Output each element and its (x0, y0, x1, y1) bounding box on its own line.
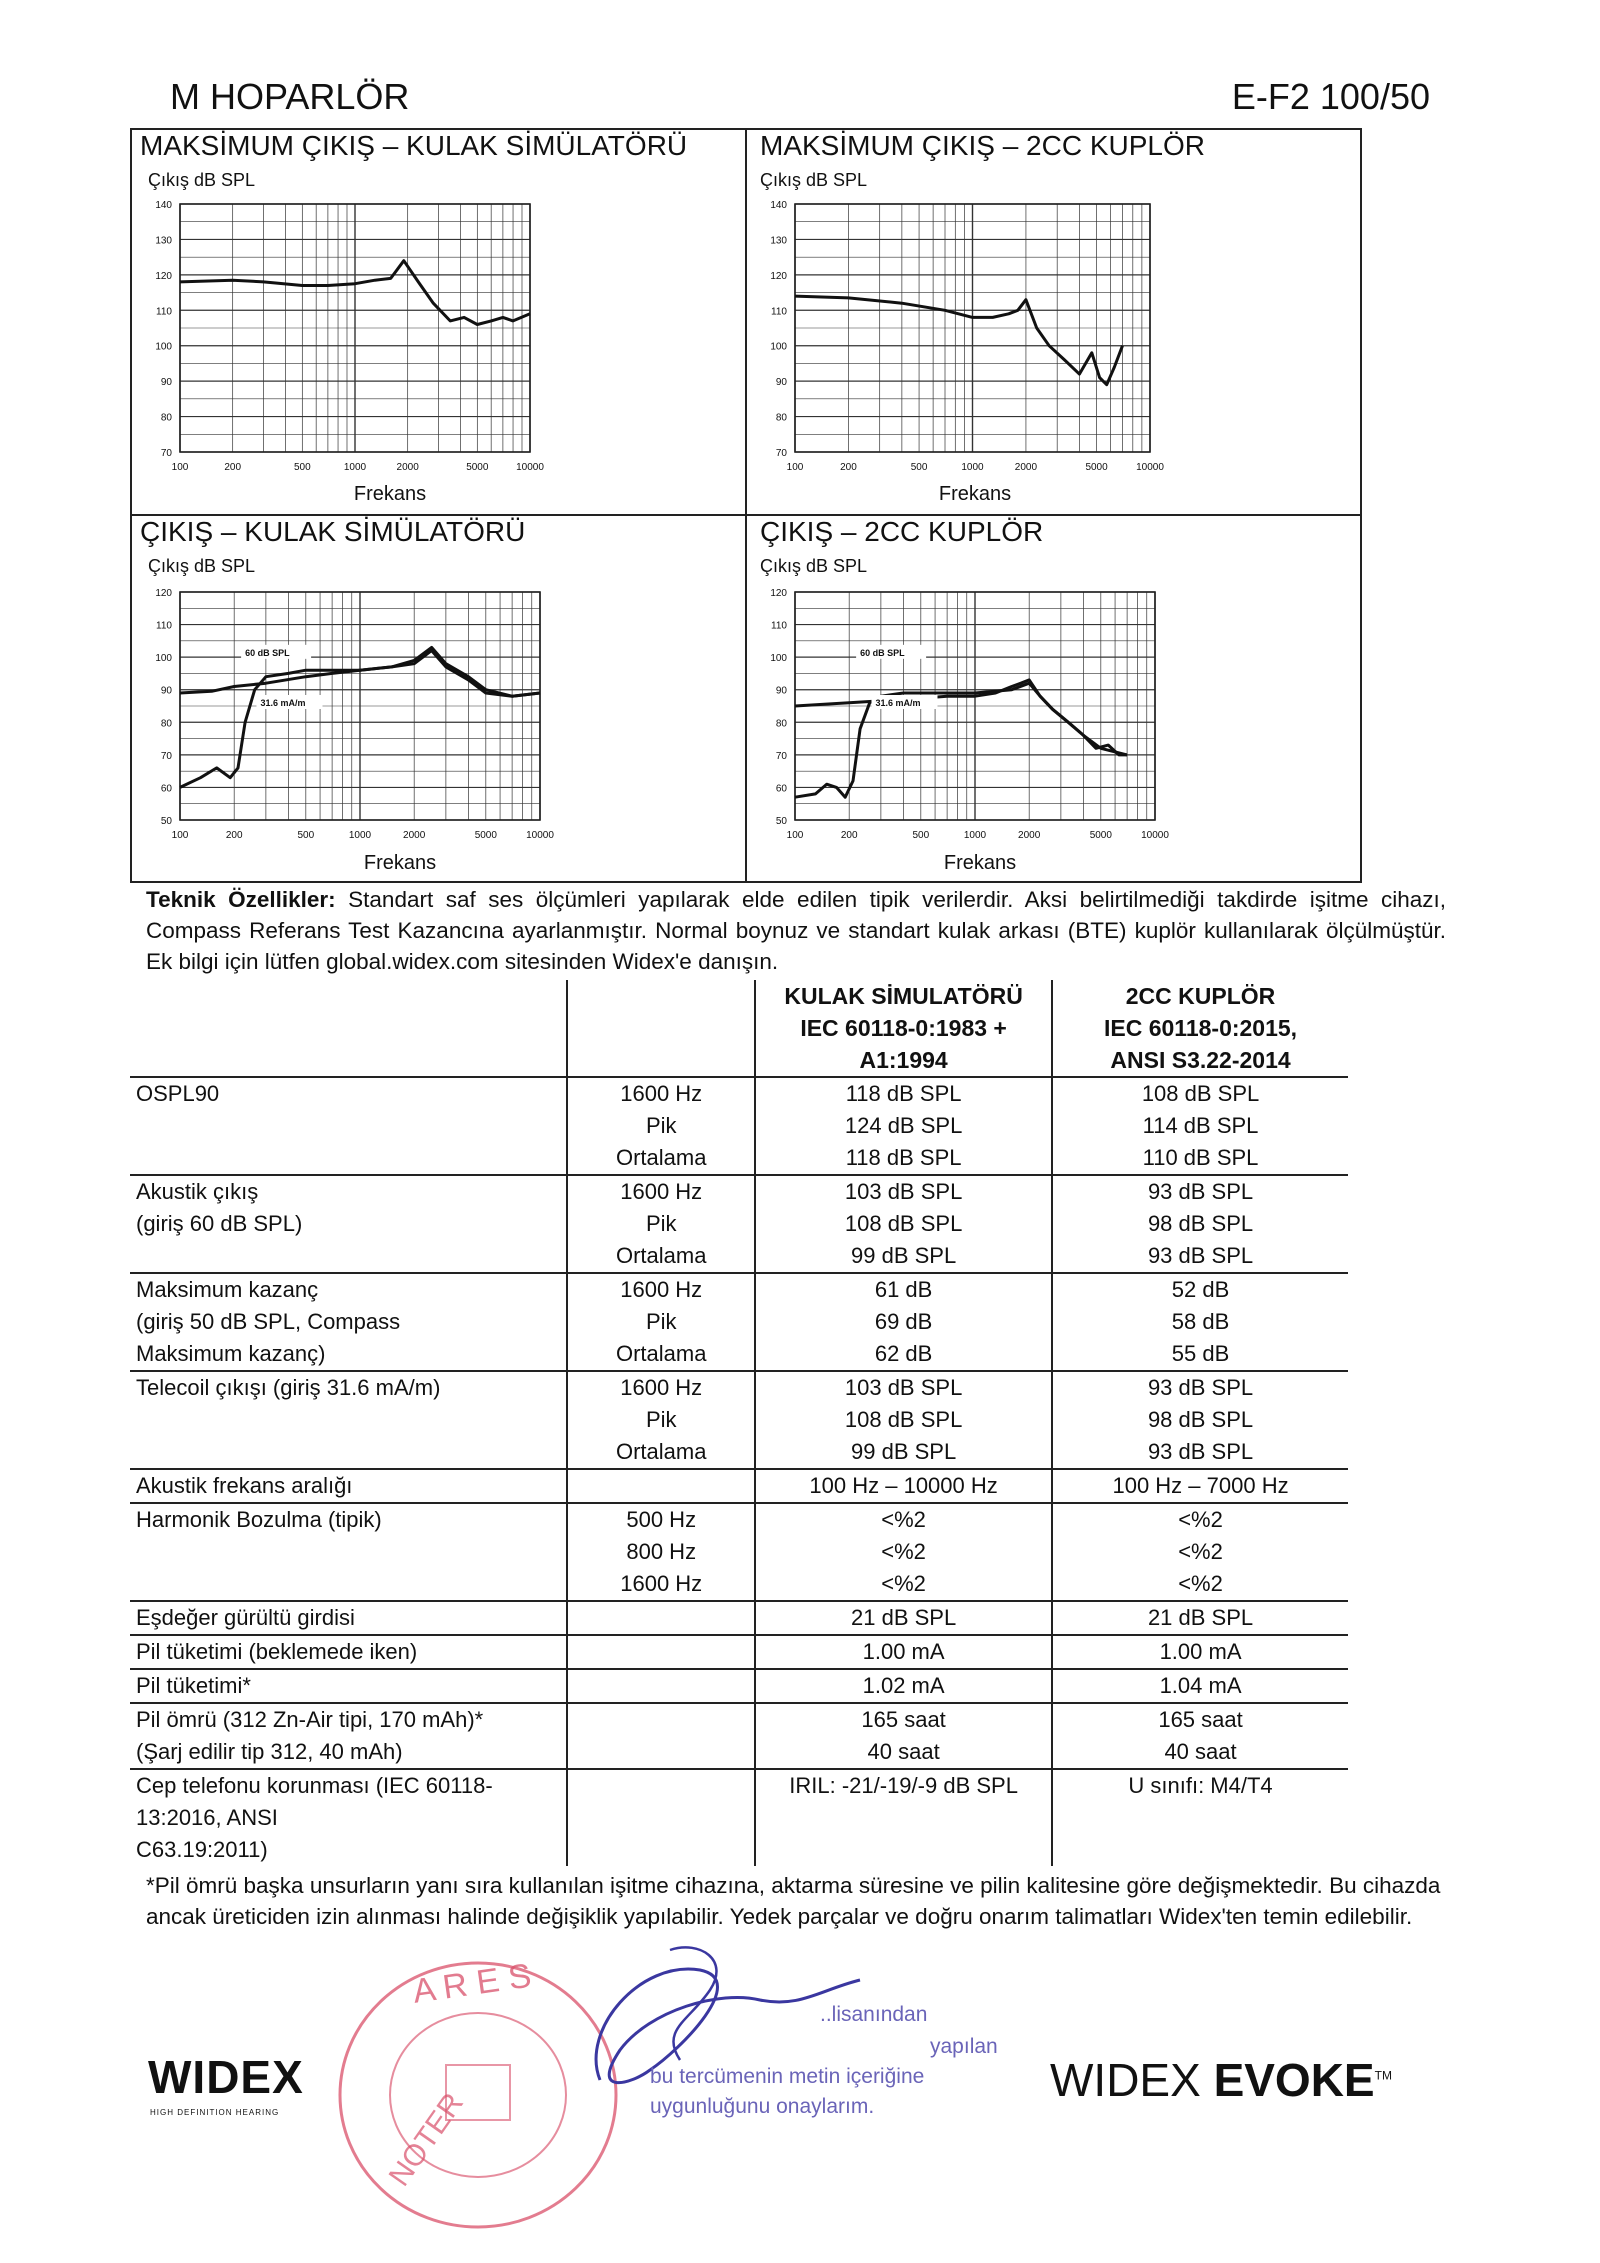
chart-2-xlabel: Frekans (938, 483, 1012, 505)
row-condition: Pik (567, 1110, 755, 1142)
row-condition: 800 Hz (567, 1536, 755, 1568)
x-tick-label: 100 (171, 830, 189, 841)
ear-simulator-value: 61 dB (755, 1273, 1052, 1306)
row-condition: Ortalama (567, 1240, 755, 1273)
row-condition (567, 1703, 755, 1736)
coupler-value: 93 dB SPL (1052, 1175, 1348, 1208)
ear-simulator-value: 118 dB SPL (755, 1142, 1052, 1175)
spec-table-header (130, 980, 1348, 1077)
table-row (130, 1371, 1348, 1404)
table-row (130, 1601, 1348, 1635)
row-condition: 1600 Hz (567, 1371, 755, 1404)
row-condition: 1600 Hz (567, 1077, 755, 1110)
table-row (130, 1175, 1348, 1208)
row-label (130, 1601, 567, 1635)
chart-2-plot (745, 192, 1345, 482)
row-condition: 1600 Hz (567, 1568, 755, 1601)
y-tick-label: 130 (770, 235, 787, 247)
row-condition (567, 1601, 755, 1635)
ear-simulator-value: 108 dB SPL (755, 1404, 1052, 1436)
coupler-value: U sınıfı: M4/T4 (1052, 1769, 1348, 1866)
header-line: IEC 60118-0:1983 + (800, 1015, 1007, 1041)
ear-simulator-value: <%2 (755, 1536, 1052, 1568)
ear-simulator-value: 99 dB SPL (755, 1240, 1052, 1273)
chart-4-xlabel: Frekans (943, 852, 1017, 874)
ear-simulator-value: 103 dB SPL (755, 1371, 1052, 1404)
chart-1-plot (130, 192, 730, 482)
x-tick-label: 500 (293, 462, 311, 473)
row-condition: Pik (567, 1306, 755, 1338)
y-tick-label: 130 (155, 235, 172, 247)
chart-3-title: ÇIKIŞ – KULAK SİMÜLATÖRÜ (140, 516, 526, 547)
row-condition: 1600 Hz (567, 1273, 755, 1306)
x-tick-label: 5000 (1085, 462, 1108, 473)
technical-specs-paragraph (146, 884, 1446, 977)
y-tick-label: 70 (775, 750, 787, 762)
x-tick-label: 100 (171, 462, 189, 473)
table-row (130, 1669, 1348, 1703)
x-tick-label: 500 (297, 830, 315, 841)
x-tick-label: 2000 (396, 462, 419, 473)
series-line-2 (795, 683, 1127, 797)
row-condition (567, 1635, 755, 1669)
y-tick-label: 90 (775, 685, 787, 697)
x-tick-label: 1000 (343, 462, 367, 473)
y-tick-label: 120 (770, 588, 787, 599)
ear-simulator-value: 40 saat (755, 1736, 1052, 1769)
x-tick-label: 500 (912, 830, 930, 841)
coupler-value: 93 dB SPL (1147, 1243, 1254, 1268)
row-label-line: Pil ömrü (312 Zn-Air tipi, 170 mAh)* (136, 1707, 484, 1732)
series-line-1 (795, 296, 1123, 385)
chart-4-title: ÇIKIŞ – 2CC KUPLÖR (760, 516, 1044, 547)
annotation-60db: 60 dB SPL (860, 647, 905, 658)
header-ear-simulator (755, 980, 1052, 1077)
coupler-value: 55 dB (1171, 1341, 1230, 1366)
battery-footnote: *Pil ömrü başka unsurların yanı sıra kullanılan işitme cihazına, aktarma süresine ve pilin kalitesine göre değişmektedir. Bu cihazda ancak üreticiden izin alınması halinde değişiklik yapılabilir. Yedek parçalar ve doğru onarım talimatları Widex'ten temin edilebilir. (146, 1873, 1441, 1929)
table-row (130, 1469, 1348, 1503)
y-tick-label: 100 (155, 341, 172, 353)
y-tick-label: 90 (160, 377, 172, 389)
spec-table (130, 980, 1348, 1866)
row-condition: Pik (567, 1404, 755, 1436)
row-label-line: Maksimum kazanç) (136, 1341, 326, 1366)
technical-specs-label: Teknik Özellikler: (146, 887, 336, 912)
ear-simulator-value: 103 dB SPL (755, 1175, 1052, 1208)
y-tick-label: 110 (771, 620, 787, 632)
coupler-value: 114 dB SPL (1142, 1113, 1259, 1138)
coupler-value: 98 dB SPL (1147, 1211, 1254, 1236)
row-label (130, 1175, 567, 1273)
row-condition (567, 1769, 755, 1866)
x-tick-label: 200 (840, 462, 857, 473)
coupler-value: <%2 (1178, 1539, 1223, 1564)
x-tick-label: 10000 (516, 462, 544, 473)
x-tick-label: 10000 (526, 830, 554, 841)
row-label-line: C63.19:2011) (136, 1837, 268, 1862)
y-tick-label: 50 (160, 816, 172, 827)
row-label-line: (giriş 50 dB SPL, Compass (136, 1309, 401, 1334)
y-tick-label: 80 (775, 718, 787, 730)
ear-simulator-value: 165 saat (755, 1703, 1052, 1736)
x-tick-label: 2000 (1014, 462, 1038, 473)
chart-4-plot (745, 580, 1345, 848)
technical-specs-text: Standart saf ses ölçümleri yapılarak elde edilen tipik verilerdir. Aksi belirtilmediği takdirde işitme cihazı, Compass Referans Test Kazancına ayarlanmıştır. Normal boynuz ve standart kulak arkası (BTE) kuplör kullanılarak ölçülmüştür. Ek bilgi için lütfen global.widex.com sitesinden Widex'e danışın. (146, 887, 1446, 974)
signature-line-1: ..lisanından (820, 2003, 928, 2026)
row-label-line: Akustik frekans aralığı (136, 1473, 353, 1498)
svg-text:A R E S: A R E S (410, 1956, 534, 2011)
coupler-value: 100 Hz – 7000 Hz (1052, 1469, 1348, 1503)
y-tick-label: 110 (156, 620, 172, 632)
header-line: ANSI S3.22-2014 (1110, 1047, 1291, 1073)
x-tick-label: 5000 (466, 462, 489, 473)
table-row (130, 1503, 1348, 1536)
table-row (130, 1077, 1348, 1110)
y-tick-label: 140 (155, 200, 172, 211)
header-line: IEC 60118-0:2015, (1103, 1015, 1298, 1041)
ear-simulator-value: 99 dB SPL (755, 1436, 1052, 1469)
header-line: 2CC KUPLÖR (1125, 983, 1276, 1009)
row-label (130, 1371, 567, 1469)
row-label-line: Cep telefonu korunması (IEC 60118-13:2016, ANSI (136, 1773, 493, 1830)
table-row (130, 1635, 1348, 1669)
x-tick-label: 200 (225, 830, 243, 841)
ear-simulator-value: 1.00 mA (755, 1635, 1052, 1669)
x-tick-label: 100 (786, 830, 804, 841)
chart-1-title: MAKSİMUM ÇIKIŞ – KULAK SİMÜLATÖRÜ (140, 130, 688, 161)
y-tick-label: 100 (770, 653, 787, 665)
chart-3-ylabel: Çıkış dB SPL (148, 556, 256, 576)
row-label-line: (giriş 60 dB SPL) (136, 1211, 303, 1236)
y-tick-label: 80 (775, 412, 787, 424)
y-tick-label: 70 (775, 448, 787, 459)
coupler-value: 98 dB SPL (1147, 1407, 1254, 1432)
row-label-line: (Şarj edilir tip 312, 40 mAh) (136, 1739, 403, 1764)
svg-text:NOTER: NOTER (382, 2087, 471, 2193)
widex-tagline: HIGH DEFINITION HEARING (150, 2108, 280, 2117)
chart-2-ylabel: Çıkış dB SPL (760, 170, 868, 190)
x-tick-label: 100 (786, 462, 804, 473)
ear-simulator-value: 21 dB SPL (755, 1601, 1052, 1635)
row-condition (567, 1469, 755, 1503)
y-tick-label: 70 (160, 750, 172, 762)
signature-line-2: yapılan (930, 2035, 998, 2058)
signature-line-4: uygunluğunu onaylarım. (650, 2095, 875, 2118)
row-label-line: Maksimum kazanç (136, 1277, 319, 1302)
y-tick-label: 110 (156, 306, 172, 318)
y-tick-label: 110 (771, 306, 787, 318)
y-tick-label: 90 (775, 377, 787, 389)
coupler-value: 93 dB SPL (1147, 1439, 1254, 1464)
coupler-value: 58 dB (1171, 1309, 1230, 1334)
row-condition: Ortalama (567, 1338, 755, 1371)
ear-simulator-value: 100 Hz – 10000 Hz (755, 1469, 1052, 1503)
chart-1-xlabel: Frekans (353, 483, 427, 505)
y-tick-label: 80 (160, 412, 172, 424)
row-label-line: Telecoil çıkışı (giriş 31.6 mA/m) (136, 1375, 441, 1400)
row-label-line: Eşdeğer gürültü girdisi (136, 1605, 355, 1630)
evoke-trademark: TM (1374, 2068, 1392, 2083)
x-tick-label: 200 (840, 830, 858, 841)
row-label-line: Akustik çıkış (136, 1179, 259, 1204)
ear-simulator-value: 108 dB SPL (755, 1208, 1052, 1240)
chart-1-ylabel: Çıkış dB SPL (148, 170, 256, 190)
coupler-value: 165 saat (1052, 1703, 1348, 1736)
coupler-value: 21 dB SPL (1052, 1601, 1348, 1635)
header-empty-cell (567, 980, 755, 1077)
row-label-line: Pil tüketimi (beklemede iken) (136, 1639, 418, 1664)
y-tick-label: 100 (155, 653, 172, 665)
chart-3-plot (130, 580, 730, 848)
ear-simulator-value: 69 dB (755, 1306, 1052, 1338)
evoke-product: EVOKE (1213, 2054, 1375, 2106)
ear-simulator-value: <%2 (755, 1568, 1052, 1601)
signature-line-3: bu tercümenin metin içeriğine (650, 2065, 925, 2088)
coupler-value: 1.00 mA (1052, 1635, 1348, 1669)
page-title: M HOPARLÖR (170, 76, 410, 117)
y-tick-label: 80 (160, 718, 172, 730)
row-label (130, 1273, 567, 1371)
y-tick-label: 140 (770, 200, 787, 211)
coupler-value: 110 dB SPL (1142, 1145, 1259, 1170)
row-condition: Ortalama (567, 1142, 755, 1175)
x-tick-label: 500 (910, 462, 928, 473)
table-row (130, 1273, 1348, 1306)
annotation-60db: 60 dB SPL (245, 647, 290, 658)
x-tick-label: 10000 (1141, 830, 1169, 841)
row-label (130, 1769, 567, 1866)
series-line-1 (795, 680, 1127, 755)
coupler-value: <%2 (1052, 1503, 1348, 1536)
y-tick-label: 60 (775, 783, 787, 795)
y-tick-label: 120 (155, 270, 172, 282)
row-label (130, 1669, 567, 1703)
y-tick-label: 120 (155, 588, 172, 599)
x-tick-label: 1000 (961, 462, 984, 473)
header-2cc-coupler (1052, 980, 1348, 1077)
row-label (130, 1469, 567, 1503)
coupler-value: 40 saat (1164, 1739, 1237, 1764)
x-tick-label: 5000 (1089, 830, 1112, 841)
header-empty-cell (130, 980, 567, 1077)
ear-simulator-value: 62 dB (755, 1338, 1052, 1371)
y-tick-label: 100 (770, 341, 787, 353)
row-label-line: Pil tüketimi* (136, 1673, 251, 1698)
ear-simulator-value: 124 dB SPL (755, 1110, 1052, 1142)
table-row (130, 1769, 1348, 1866)
row-label (130, 1703, 567, 1769)
header-line: KULAK SİMULATÖRÜ (784, 983, 1023, 1009)
row-label (130, 1635, 567, 1669)
model-number: E-F2 100/50 (1231, 76, 1430, 117)
table-row (130, 1703, 1348, 1736)
row-condition (567, 1736, 755, 1769)
row-condition: Ortalama (567, 1436, 755, 1469)
y-tick-label: 90 (160, 685, 172, 697)
ear-simulator-value: 1.02 mA (755, 1669, 1052, 1703)
coupler-value: 108 dB SPL (1052, 1077, 1348, 1110)
x-tick-label: 1000 (348, 830, 372, 841)
header-line: A1:1994 (859, 1047, 948, 1073)
annotation-316: 31.6 mA/m (875, 698, 921, 708)
widex-logo: WIDEX (148, 2051, 304, 2103)
y-tick-label: 120 (770, 270, 787, 282)
y-tick-label: 70 (160, 448, 172, 459)
row-condition (567, 1669, 755, 1703)
ear-simulator-value: <%2 (755, 1503, 1052, 1536)
row-label (130, 1503, 567, 1601)
row-label-line: OSPL90 (136, 1081, 220, 1106)
row-condition: Pik (567, 1208, 755, 1240)
coupler-value: <%2 (1178, 1571, 1223, 1596)
evoke-brand: WIDEX (1050, 2054, 1214, 2106)
chart-2-title: MAKSİMUM ÇIKIŞ – 2CC KUPLÖR (760, 130, 1205, 161)
y-tick-label: 60 (160, 783, 172, 795)
x-tick-label: 1000 (963, 830, 987, 841)
chart-3-xlabel: Frekans (363, 852, 437, 874)
row-condition: 1600 Hz (567, 1175, 755, 1208)
coupler-value: 1.04 mA (1052, 1669, 1348, 1703)
annotation-316: 31.6 mA/m (260, 698, 306, 708)
y-tick-label: 50 (775, 816, 787, 827)
x-tick-label: 2000 (1018, 830, 1041, 841)
row-condition: 500 Hz (567, 1503, 755, 1536)
x-tick-label: 2000 (403, 830, 426, 841)
row-label-line: Harmonik Bozulma (tipik) (136, 1507, 382, 1532)
coupler-value: 93 dB SPL (1052, 1371, 1348, 1404)
chart-4-ylabel: Çıkış dB SPL (760, 556, 868, 576)
ear-simulator-value: 118 dB SPL (755, 1077, 1052, 1110)
widex-evoke-logo (1050, 2053, 1392, 2107)
x-tick-label: 5000 (474, 830, 497, 841)
x-tick-label: 200 (224, 462, 242, 473)
coupler-value: 52 dB (1052, 1273, 1348, 1306)
row-label (130, 1077, 567, 1175)
ear-simulator-value: IRIL: -21/-19/-9 dB SPL (755, 1769, 1052, 1866)
x-tick-label: 10000 (1136, 462, 1164, 473)
